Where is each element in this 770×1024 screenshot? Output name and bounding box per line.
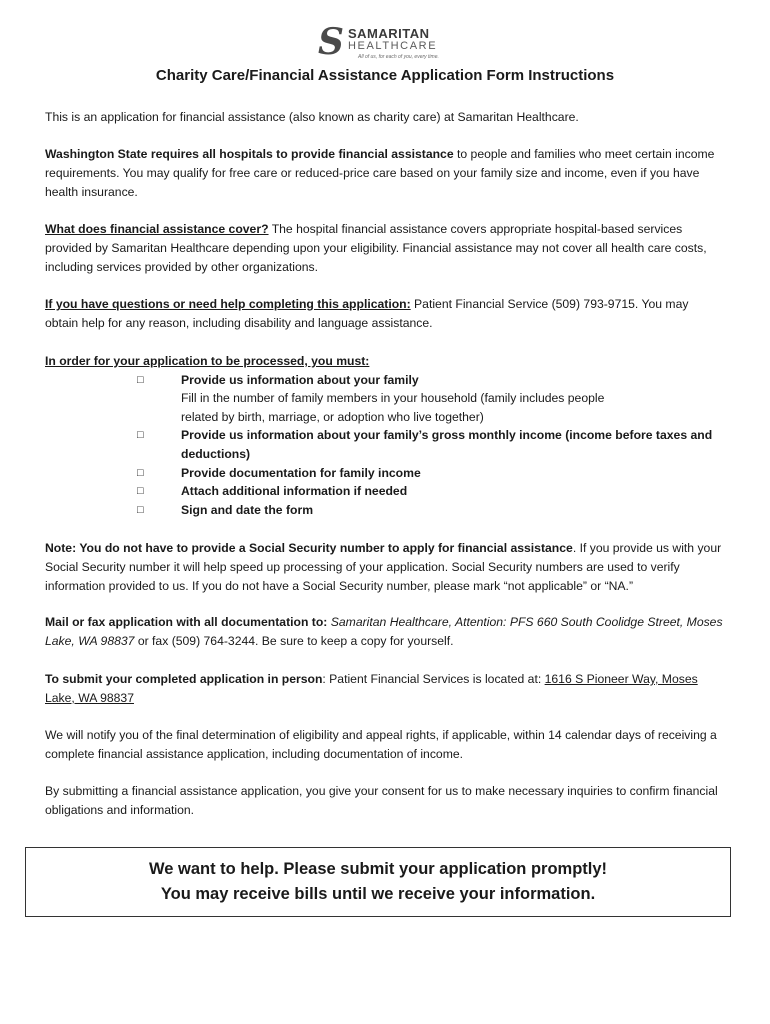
washington-text: to people and families who meet certain income requirements. You may qualify for free care or reduced-price care based on your family size and income, even if you have health insurance. xyxy=(45,147,715,199)
requirements-section xyxy=(45,352,725,519)
family-note-line1: Fill in the number of family members in your household (family includes people xyxy=(181,391,605,406)
samaritan-logo xyxy=(318,21,448,64)
logo-name-line2: HEALTHCARE xyxy=(348,40,438,52)
in-person-address: 1616 S Pioneer Way, Moses Lake, WA 98837 xyxy=(45,672,698,705)
page-title: Charity Care/Financial Assistance Application Form Instructions xyxy=(155,67,615,84)
note-text: . If you provide us with your Social Security number it will help speed up processing of your application. Social Security numbers are used to verify information provided to us. If you do not have a Social Security number, please mark “not applicable” or “NA.” xyxy=(45,541,722,593)
requirement-label: Provide us information about your family’s gross monthly income (income before taxes and deductions) xyxy=(181,428,713,461)
note-bold-text: : You do not have to provide a Social Security number to apply for financial assistance xyxy=(72,541,573,555)
notify-paragraph: We will notify you of the final determination of eligibility and appeal rights, if applicable, within 14 calendar days of receiving a complete financial assistance application, including documentation of income. xyxy=(45,728,717,761)
in-person-paragraph xyxy=(45,670,725,708)
intro-paragraph: This is an application for financial assistance (also known as charity care) at Samaritan Healthcare. xyxy=(45,110,579,124)
logo-tagline: All of us, for each of you, every time. xyxy=(358,54,439,60)
checkbox-icon: □ xyxy=(137,466,144,479)
checkbox-icon: □ xyxy=(137,503,144,516)
questions-text: Patient Financial Service (509) 793-9715. You may obtain help for any reason, including disability and language assistance. xyxy=(45,297,689,330)
requirement-item xyxy=(45,501,725,520)
mail-bold: Mail or fax application with all documentation to: xyxy=(45,615,328,629)
family-note-line2: related by birth, marriage, or adoption who live together) xyxy=(181,409,484,424)
questions-paragraph xyxy=(45,295,725,333)
in-person-text: : Patient Financial Services is located at: xyxy=(322,672,545,686)
help-callout-box xyxy=(25,847,731,917)
checkbox-icon: □ xyxy=(137,485,144,498)
requirement-item xyxy=(45,371,725,390)
requirement-label: Attach additional information if needed xyxy=(181,484,408,499)
callout-line1: We want to help. Please submit your application promptly! xyxy=(148,860,608,878)
note-paragraph xyxy=(45,539,725,596)
requirement-label: Provide documentation for family income xyxy=(181,465,421,480)
coverage-text: The hospital financial assistance covers appropriate hospital-based services provided by Samaritan Healthcare depending upon your eligibility. Financial assistance may not cover all health care costs, including services provided by other organizations. xyxy=(45,222,707,274)
logo-s-mark: S xyxy=(318,21,344,63)
requirement-item xyxy=(45,482,725,501)
checkbox-icon: □ xyxy=(137,429,144,442)
requirement-label: Provide us information about your family xyxy=(181,372,419,387)
consent-paragraph: By submitting a financial assistance application, you give your consent for us to make necessary inquiries to confirm financial obligations and information. xyxy=(45,784,718,817)
requirements-heading: In order for your application to be processed, you must: xyxy=(45,354,370,368)
mail-address: Samaritan Healthcare, Attention: PFS 660 South Coolidge Street, Moses Lake, WA 98837 xyxy=(45,615,723,648)
checkbox-icon: □ xyxy=(137,373,144,386)
callout-line2: You may receive bills until we receive your information. xyxy=(160,885,596,903)
washington-paragraph xyxy=(45,145,725,202)
mail-paragraph xyxy=(45,613,725,651)
questions-heading: If you have questions or need help completing this application: xyxy=(45,297,411,311)
mail-text: or fax (509) 764-3244. Be sure to keep a copy for yourself. xyxy=(134,634,454,648)
coverage-paragraph xyxy=(45,220,725,277)
note-label: Note xyxy=(45,541,73,555)
coverage-heading: What does financial assistance cover? xyxy=(45,222,269,236)
requirement-label: Sign and date the form xyxy=(181,502,314,517)
in-person-bold: To submit your completed application in person xyxy=(45,672,323,686)
logo-name-line1: SAMARITAN xyxy=(348,26,430,41)
requirement-item xyxy=(45,464,725,483)
requirement-item xyxy=(45,426,725,463)
washington-bold: Washington State requires all hospitals to provide financial assistance xyxy=(45,147,454,161)
